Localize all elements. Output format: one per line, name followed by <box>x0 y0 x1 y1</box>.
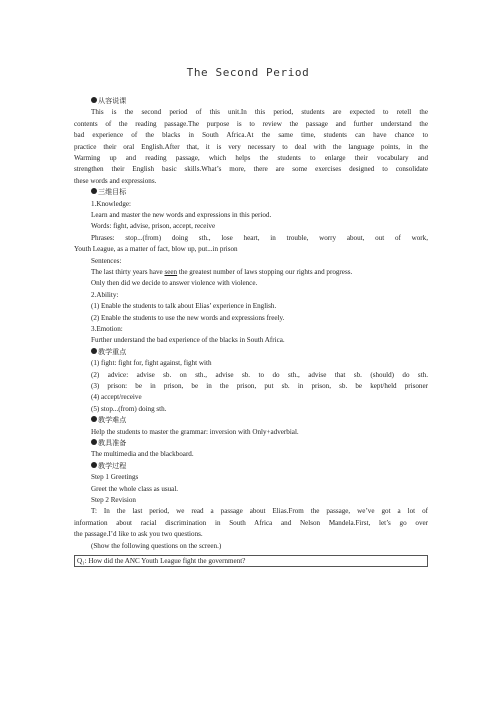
text-line: Learn and master the new words and expressions in this period. <box>91 210 272 219</box>
bullet-icon <box>91 97 97 103</box>
bullet-icon <box>91 462 97 468</box>
text-line: 1.Knowledge: <box>91 199 131 208</box>
text-line: Step 1 Greetings <box>91 473 139 482</box>
document-body <box>74 96 428 567</box>
question-text: Q₁: How did the ANC Youth League fight the government? <box>77 557 246 566</box>
paragraph-line: these words and expressions. <box>74 176 157 185</box>
paragraph-line: strengthen their English basic skills.What’s more, there are some exercises designed to consolidate <box>74 165 428 174</box>
paragraph-line: This is the second period of this unit.In this period, students are expected to retell the <box>91 108 428 117</box>
text-line: The last thirty years have seen the greatest number of laws stopping our rights and progress. <box>91 267 353 276</box>
section-heading: 教学重点 <box>74 347 428 358</box>
section-heading: 教具准备 <box>74 438 428 449</box>
paragraph-line: the passage.I’d like to ask you two questions. <box>74 530 203 539</box>
text-line: Sentences: <box>91 256 122 265</box>
list-item: (3) prison: be in prison, be in the prison, put sb. in prison, sb. be kept/held prisoner <box>91 382 428 391</box>
list-item: (5) stop...(from) doing sth. <box>91 404 167 413</box>
text-line: Only then did we decide to answer violence with violence. <box>91 279 258 288</box>
text-line: 3.Emotion: <box>91 325 123 334</box>
list-item: (1) fight: fight for, fight against, fight with <box>91 359 212 368</box>
paragraph-line: bad experience of the blacks in South Africa.At the same time, students can have chance to <box>74 131 428 140</box>
text-line: The multimedia and the blackboard. <box>91 450 194 459</box>
text-line: Step 2 Revision <box>91 496 136 505</box>
list-item: (2) advice: advise sb. on sth., advise sb. to do sth., advise that sb. (should) do sth. <box>91 370 428 379</box>
text-line: (2) Enable the students to use the new words and expressions freely. <box>91 313 285 322</box>
text-line: Help the students to master the grammar: inversion with Only+adverbial. <box>91 427 299 436</box>
bullet-icon <box>91 416 97 422</box>
page-title: The Second Period <box>186 66 310 79</box>
section-heading: 教学难点 <box>74 415 428 426</box>
section-heading: 从容说课 <box>74 96 428 107</box>
text-line: Further understand the bad experience of the blacks in South Africa. <box>91 336 285 345</box>
text-line: Greet the whole class as usual. <box>91 484 179 493</box>
paragraph-line: information about racial discrimination in South Africa and Nelson Mandela.First, let’s go over <box>74 518 428 527</box>
paragraph-line: practice their oral English.After that, it is very necessary to deal with the language points, in the <box>74 142 428 151</box>
text-line: (Show the following questions on the screen.) <box>91 541 222 550</box>
question-box <box>74 555 428 567</box>
text-line: 2.Ability: <box>91 290 119 299</box>
text-line: Words: fight, advise, prison, accept, receive <box>91 222 216 231</box>
bullet-icon <box>91 348 97 354</box>
section-heading: 三维目标 <box>74 187 428 198</box>
list-item: (4) accept/receive <box>91 393 142 402</box>
paragraph-line: Warming up and reading passage, which helps the students to enlarge their vocabulary and <box>74 153 428 162</box>
section-heading: 教学过程 <box>74 461 428 472</box>
paragraph-line: T: In the last period, we read a passage about Elias.From the passage, we’ve got a lot of <box>91 507 428 516</box>
paragraph-line: contents of the reading passage.The purpose is to review the passage and further understand the <box>74 119 428 128</box>
bullet-icon <box>91 439 97 445</box>
bullet-icon <box>91 188 97 194</box>
text-line: Youth League, as a matter of fact, blow up, put...in prison <box>74 245 238 254</box>
text-line: Phrases: stop...(from) doing sth., lose heart, in trouble, worry about, out of work, <box>91 233 428 242</box>
text-line: (1) Enable the students to talk about Elias’ experience in English. <box>91 302 277 311</box>
